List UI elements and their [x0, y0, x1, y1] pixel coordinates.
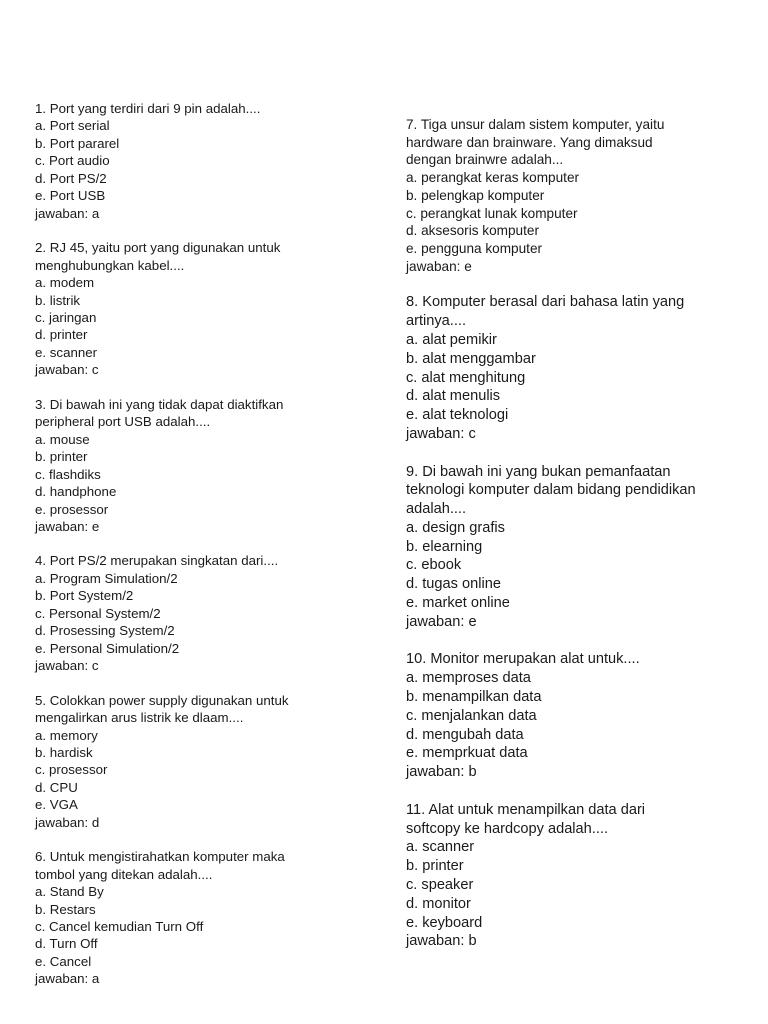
- question-7: [406, 116, 751, 275]
- answer-option: d. Turn Off: [35, 936, 98, 952]
- answer-option: b. Port System/2: [35, 588, 134, 604]
- answer-key: jawaban: b: [406, 933, 477, 950]
- answer-option: e. alat teknologi: [406, 407, 509, 424]
- question-stem: [406, 116, 751, 169]
- answer-option: c. perangkat lunak komputer: [406, 205, 578, 221]
- answer-option: b. printer: [35, 449, 88, 465]
- question-text-line: menghubungkan kabel....: [35, 257, 185, 273]
- answer-option: c. prosessor: [35, 762, 108, 778]
- question-stem: [406, 650, 751, 669]
- answer-option: a. alat pemikir: [406, 331, 497, 348]
- answer-option: a. Stand By: [35, 884, 104, 900]
- question-10: [406, 650, 751, 782]
- question-text-line: teknologi komputer dalam bidang pendidikan: [406, 482, 696, 499]
- answer-option: b. Restars: [35, 901, 96, 917]
- answer-key: jawaban: e: [406, 258, 472, 274]
- answer-key: jawaban: c: [35, 658, 99, 674]
- answer-option: e. scanner: [35, 344, 98, 360]
- left-column: [35, 100, 375, 1005]
- answer-option: e. pengguna komputer: [406, 240, 543, 256]
- question-6: [35, 848, 375, 988]
- answer-option: b. pelengkap komputer: [406, 187, 545, 203]
- question-text-line: peripheral port USB adalah....: [35, 414, 211, 430]
- question-2: [35, 239, 375, 379]
- answer-key: jawaban: c: [406, 425, 476, 442]
- question-stem: [35, 552, 375, 569]
- answer-key: jawaban: e: [406, 613, 477, 630]
- answer-option: b. Port pararel: [35, 135, 120, 151]
- answer-key: jawaban: d: [35, 814, 100, 830]
- right-column: [406, 116, 751, 970]
- question-stem: [406, 463, 751, 519]
- answer-option: e. Personal Simulation/2: [35, 640, 180, 656]
- question-8: [406, 293, 751, 443]
- answer-option: d. aksesoris komputer: [406, 223, 539, 239]
- question-text-line: 2. RJ 45, yaitu port yang digunakan untuk: [35, 240, 281, 256]
- answer-option: a. design grafis: [406, 519, 505, 536]
- answer-option: e. VGA: [35, 797, 78, 813]
- question-stem: [35, 692, 375, 727]
- answer-option: d. CPU: [35, 779, 78, 795]
- answer-option: a. mouse: [35, 431, 90, 447]
- question-4: [35, 552, 375, 674]
- question-text-line: 11. Alat untuk menampilkan data dari: [406, 801, 646, 818]
- question-text-line: tombol yang ditekan adalah....: [35, 866, 213, 882]
- question-text-line: 8. Komputer berasal dari bahasa latin yang: [406, 294, 685, 311]
- answer-option: c. Cancel kemudian Turn Off: [35, 919, 204, 935]
- answer-option: b. hardisk: [35, 744, 93, 760]
- question-text-line: mengalirkan arus listrik ke dlaam....: [35, 710, 244, 726]
- answer-option: d. Prosessing System/2: [35, 623, 175, 639]
- answer-option: b. menampilkan data: [406, 689, 542, 706]
- answer-option: d. Port PS/2: [35, 170, 107, 186]
- answer-option: a. Program Simulation/2: [35, 570, 178, 586]
- question-stem: [406, 293, 751, 331]
- answer-option: c. jaringan: [35, 309, 97, 325]
- question-text-line: adalah....: [406, 501, 467, 518]
- answer-option: c. flashdiks: [35, 466, 101, 482]
- answer-option: a. perangkat keras komputer: [406, 170, 580, 186]
- question-stem: [406, 801, 751, 839]
- answer-option: e. Port USB: [35, 188, 106, 204]
- question-text-line: hardware dan brainware. Yang dimaksud: [406, 134, 653, 150]
- answer-key: jawaban: a: [35, 971, 100, 987]
- question-text-line: 5. Colokkan power supply digunakan untuk: [35, 692, 289, 708]
- question-text-line: 6. Untuk mengistirahatkan komputer maka: [35, 849, 285, 865]
- answer-option: d. printer: [35, 327, 88, 343]
- answer-option: b. listrik: [35, 292, 81, 308]
- question-text-line: 7. Tiga unsur dalam sistem komputer, yaitu: [406, 117, 665, 132]
- question-stem: [35, 848, 375, 883]
- answer-option: e. Cancel: [35, 953, 92, 969]
- question-9: [406, 463, 751, 632]
- question-text-line: 4. Port PS/2 merupakan singkatan dari....: [35, 553, 279, 569]
- answer-option: b. elearning: [406, 538, 483, 555]
- answer-option: c. ebook: [406, 557, 462, 574]
- question-text-line: softcopy ke hardcopy adalah....: [406, 820, 609, 837]
- answer-option: d. handphone: [35, 484, 117, 500]
- answer-option: e. market online: [406, 595, 510, 612]
- answer-option: a. memory: [35, 727, 98, 743]
- answer-option: c. Personal System/2: [35, 605, 161, 621]
- question-stem: [35, 396, 375, 431]
- question-text-line: 10. Monitor merupakan alat untuk....: [406, 651, 640, 668]
- answer-option: d. monitor: [406, 895, 471, 912]
- answer-option: a. memproses data: [406, 670, 531, 687]
- answer-option: a. modem: [35, 275, 95, 291]
- answer-option: c. alat menghitung: [406, 369, 526, 386]
- answer-option: a. scanner: [406, 839, 475, 856]
- question-3: [35, 396, 375, 536]
- question-stem: [35, 239, 375, 274]
- question-text-line: 3. Di bawah ini yang tidak dapat diaktifkan: [35, 396, 284, 412]
- answer-key: jawaban: e: [35, 518, 100, 534]
- question-text-line: dengan brainwre adalah...: [406, 152, 564, 168]
- answer-option: c. menjalankan data: [406, 707, 537, 724]
- answer-option: d. mengubah data: [406, 726, 524, 743]
- question-text-line: artinya....: [406, 313, 467, 330]
- answer-option: e. memprkuat data: [406, 745, 528, 762]
- answer-key: jawaban: b: [406, 764, 477, 781]
- answer-option: d. tugas online: [406, 576, 501, 593]
- answer-option: b. printer: [406, 858, 464, 875]
- question-11: [406, 801, 751, 951]
- question-text-line: 1. Port yang terdiri dari 9 pin adalah....: [35, 101, 261, 116]
- question-5: [35, 692, 375, 832]
- answer-option: a. Port serial: [35, 118, 110, 134]
- answer-option: c. Port audio: [35, 153, 110, 169]
- answer-option: c. speaker: [406, 877, 474, 894]
- question-1: [35, 100, 375, 222]
- question-stem: [35, 100, 375, 117]
- question-text-line: 9. Di bawah ini yang bukan pemanfaatan: [406, 463, 671, 480]
- answer-option: d. alat menulis: [406, 388, 501, 405]
- answer-option: b. alat menggambar: [406, 350, 536, 367]
- answer-key: jawaban: c: [35, 362, 99, 378]
- answer-key: jawaban: a: [35, 205, 100, 221]
- answer-option: e. keyboard: [406, 914, 483, 931]
- answer-option: e. prosessor: [35, 501, 109, 517]
